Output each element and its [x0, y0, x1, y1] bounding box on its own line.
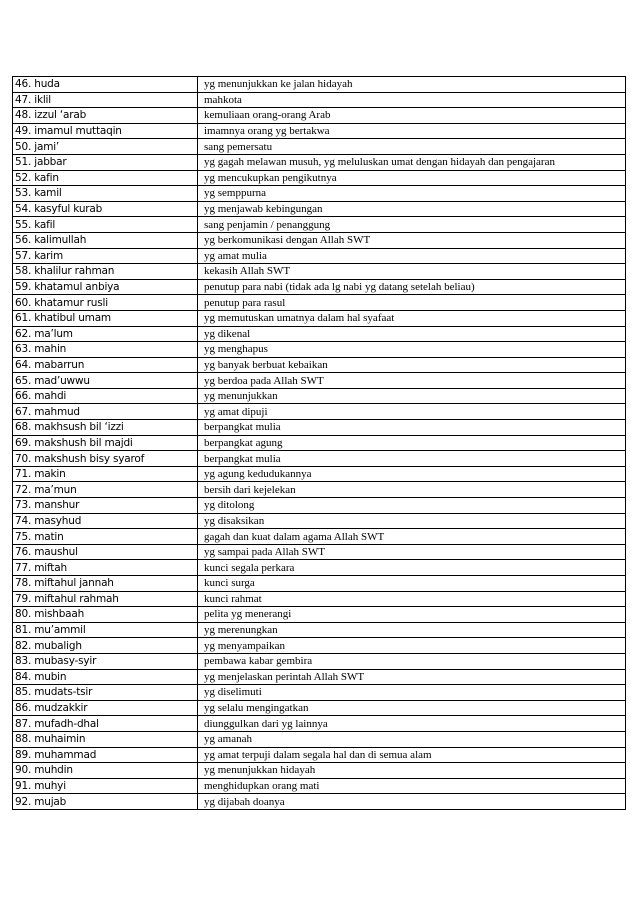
meaning-cell: bersih dari kejelekan: [198, 482, 626, 498]
meaning-cell: diunggulkan dari yg lainnya: [198, 716, 626, 732]
meaning-cell: yg menunjukkan: [198, 388, 626, 404]
table-row: [13, 264, 626, 280]
name-cell: 69. makshush bil majdi: [13, 435, 198, 451]
table-row: [13, 170, 626, 186]
table-row: [13, 279, 626, 295]
table-row: [13, 747, 626, 763]
table-row: [13, 154, 626, 170]
table-row: [13, 123, 626, 139]
table-row: [13, 295, 626, 311]
meaning-cell: yg mencukupkan pengikutnya: [198, 170, 626, 186]
name-cell: 80. mishbaah: [13, 607, 198, 623]
name-cell: 85. mudats-tsir: [13, 685, 198, 701]
meaning-cell: kunci rahmat: [198, 591, 626, 607]
meaning-cell: yg semppurna: [198, 186, 626, 202]
meaning-cell: kekasih Allah SWT: [198, 264, 626, 280]
table-row: [13, 139, 626, 155]
table-row: [13, 529, 626, 545]
meaning-cell: yg menjawab kebingungan: [198, 201, 626, 217]
meaning-cell: yg selalu mengingatkan: [198, 700, 626, 716]
meaning-cell: penutup para nabi (tidak ada lg nabi yg datang setelah beliau): [198, 279, 626, 295]
name-cell: 46. huda: [13, 77, 198, 93]
name-cell: 90. muhdin: [13, 763, 198, 779]
meaning-cell: imamnya orang yg bertakwa: [198, 123, 626, 139]
name-cell: 49. imamul muttaqin: [13, 123, 198, 139]
meaning-cell: yg dijabah doanya: [198, 794, 626, 810]
name-cell: 47. iklil: [13, 92, 198, 108]
meaning-cell: yg amanah: [198, 731, 626, 747]
table-row: [13, 451, 626, 467]
table-row: [13, 482, 626, 498]
table-row: [13, 232, 626, 248]
meaning-cell: yg disaksikan: [198, 513, 626, 529]
table-row: [13, 186, 626, 202]
meaning-cell: yg diselimuti: [198, 685, 626, 701]
meaning-cell: yg amat dipuji: [198, 404, 626, 420]
meaning-cell: sang pemersatu: [198, 139, 626, 155]
name-cell: 59. khatamul anbiya: [13, 279, 198, 295]
name-cell: 88. muhaimin: [13, 731, 198, 747]
meaning-cell: yg agung kedudukannya: [198, 466, 626, 482]
meaning-cell: pembawa kabar gembira: [198, 653, 626, 669]
table-row: [13, 498, 626, 514]
meaning-cell: yg sampai pada Allah SWT: [198, 544, 626, 560]
table-row: [13, 310, 626, 326]
table-row: [13, 685, 626, 701]
table-row: [13, 576, 626, 592]
meaning-cell: yg amat terpuji dalam segala hal dan di semua alam: [198, 747, 626, 763]
name-cell: 53. kamil: [13, 186, 198, 202]
name-cell: 75. matin: [13, 529, 198, 545]
table-row: [13, 731, 626, 747]
name-cell: 79. miftahul rahmah: [13, 591, 198, 607]
name-cell: 48. izzul ‘arab: [13, 108, 198, 124]
name-cell: 54. kasyful kurab: [13, 201, 198, 217]
name-cell: 64. mabarrun: [13, 357, 198, 373]
table-row: [13, 388, 626, 404]
table-row: [13, 669, 626, 685]
table-row: [13, 342, 626, 358]
name-cell: 57. karim: [13, 248, 198, 264]
table-row: [13, 560, 626, 576]
name-cell: 84. mubin: [13, 669, 198, 685]
table-row: [13, 778, 626, 794]
meaning-cell: berpangkat mulia: [198, 451, 626, 467]
table-row: [13, 513, 626, 529]
table-row: [13, 763, 626, 779]
name-cell: 70. makshush bisy syarof: [13, 451, 198, 467]
name-cell: 77. miftah: [13, 560, 198, 576]
name-cell: 65. mad’uwwu: [13, 373, 198, 389]
meaning-cell: sang penjamin / penanggung: [198, 217, 626, 233]
table-row: [13, 435, 626, 451]
meaning-cell: pelita yg menerangi: [198, 607, 626, 623]
meaning-cell: kemuliaan orang-orang Arab: [198, 108, 626, 124]
name-cell: 82. mubaligh: [13, 638, 198, 654]
table-row: [13, 466, 626, 482]
meaning-cell: yg menjelaskan perintah Allah SWT: [198, 669, 626, 685]
name-cell: 78. miftahul jannah: [13, 576, 198, 592]
name-cell: 58. khalilur rahman: [13, 264, 198, 280]
name-cell: 56. kalimullah: [13, 232, 198, 248]
name-cell: 60. khatamur rusli: [13, 295, 198, 311]
table-row: [13, 544, 626, 560]
meaning-cell: yg memutuskan umatnya dalam hal syafaat: [198, 310, 626, 326]
meaning-cell: yg menunjukkan hidayah: [198, 763, 626, 779]
table-row: [13, 357, 626, 373]
meaning-cell: yg ditolong: [198, 498, 626, 514]
name-cell: 72. ma’mun: [13, 482, 198, 498]
name-cell: 91. muhyi: [13, 778, 198, 794]
meaning-cell: yg menghapus: [198, 342, 626, 358]
table-row: [13, 591, 626, 607]
name-cell: 81. mu’ammil: [13, 622, 198, 638]
table-row: [13, 638, 626, 654]
meaning-cell: penutup para rasul: [198, 295, 626, 311]
table-body: [13, 77, 626, 810]
table-row: [13, 248, 626, 264]
table-row: [13, 92, 626, 108]
meaning-cell: yg berdoa pada Allah SWT: [198, 373, 626, 389]
name-cell: 68. makhsush bil ‘izzi: [13, 420, 198, 436]
table-row: [13, 201, 626, 217]
meaning-cell: mahkota: [198, 92, 626, 108]
name-cell: 67. mahmud: [13, 404, 198, 420]
name-cell: 62. ma’lum: [13, 326, 198, 342]
table-row: [13, 326, 626, 342]
meaning-cell: kunci segala perkara: [198, 560, 626, 576]
name-cell: 66. mahdi: [13, 388, 198, 404]
meaning-cell: yg merenungkan: [198, 622, 626, 638]
name-cell: 76. maushul: [13, 544, 198, 560]
table-row: [13, 108, 626, 124]
name-cell: 55. kafil: [13, 217, 198, 233]
name-cell: 71. makin: [13, 466, 198, 482]
meaning-cell: yg gagah melawan musuh, yg meluluskan umat dengan hidayah dan pengajaran: [198, 154, 626, 170]
name-cell: 51. jabbar: [13, 154, 198, 170]
meaning-cell: yg menyampaikan: [198, 638, 626, 654]
table-row: [13, 607, 626, 623]
table-row: [13, 653, 626, 669]
table-row: [13, 700, 626, 716]
table-row: [13, 794, 626, 810]
table-row: [13, 77, 626, 93]
name-cell: 92. mujab: [13, 794, 198, 810]
name-cell: 61. khatibul umam: [13, 310, 198, 326]
meaning-cell: berpangkat mulia: [198, 420, 626, 436]
name-cell: 86. mudzakkir: [13, 700, 198, 716]
name-cell: 74. masyhud: [13, 513, 198, 529]
table-row: [13, 622, 626, 638]
meaning-cell: yg banyak berbuat kebaikan: [198, 357, 626, 373]
name-cell: 52. kafin: [13, 170, 198, 186]
table-row: [13, 420, 626, 436]
table-row: [13, 217, 626, 233]
name-cell: 63. mahin: [13, 342, 198, 358]
meaning-cell: berpangkat agung: [198, 435, 626, 451]
name-cell: 50. jami’: [13, 139, 198, 155]
meaning-cell: kunci surga: [198, 576, 626, 592]
table-row: [13, 373, 626, 389]
meaning-cell: yg dikenal: [198, 326, 626, 342]
name-cell: 83. mubasy-syir: [13, 653, 198, 669]
meaning-cell: yg berkomunikasi dengan Allah SWT: [198, 232, 626, 248]
name-cell: 89. muhammad: [13, 747, 198, 763]
table-row: [13, 716, 626, 732]
table-row: [13, 404, 626, 420]
meaning-cell: gagah dan kuat dalam agama Allah SWT: [198, 529, 626, 545]
meaning-cell: yg amat mulia: [198, 248, 626, 264]
name-cell: 73. manshur: [13, 498, 198, 514]
names-table: [12, 76, 626, 810]
meaning-cell: menghidupkan orang mati: [198, 778, 626, 794]
meaning-cell: yg menunjukkan ke jalan hidayah: [198, 77, 626, 93]
name-cell: 87. mufadh-dhal: [13, 716, 198, 732]
